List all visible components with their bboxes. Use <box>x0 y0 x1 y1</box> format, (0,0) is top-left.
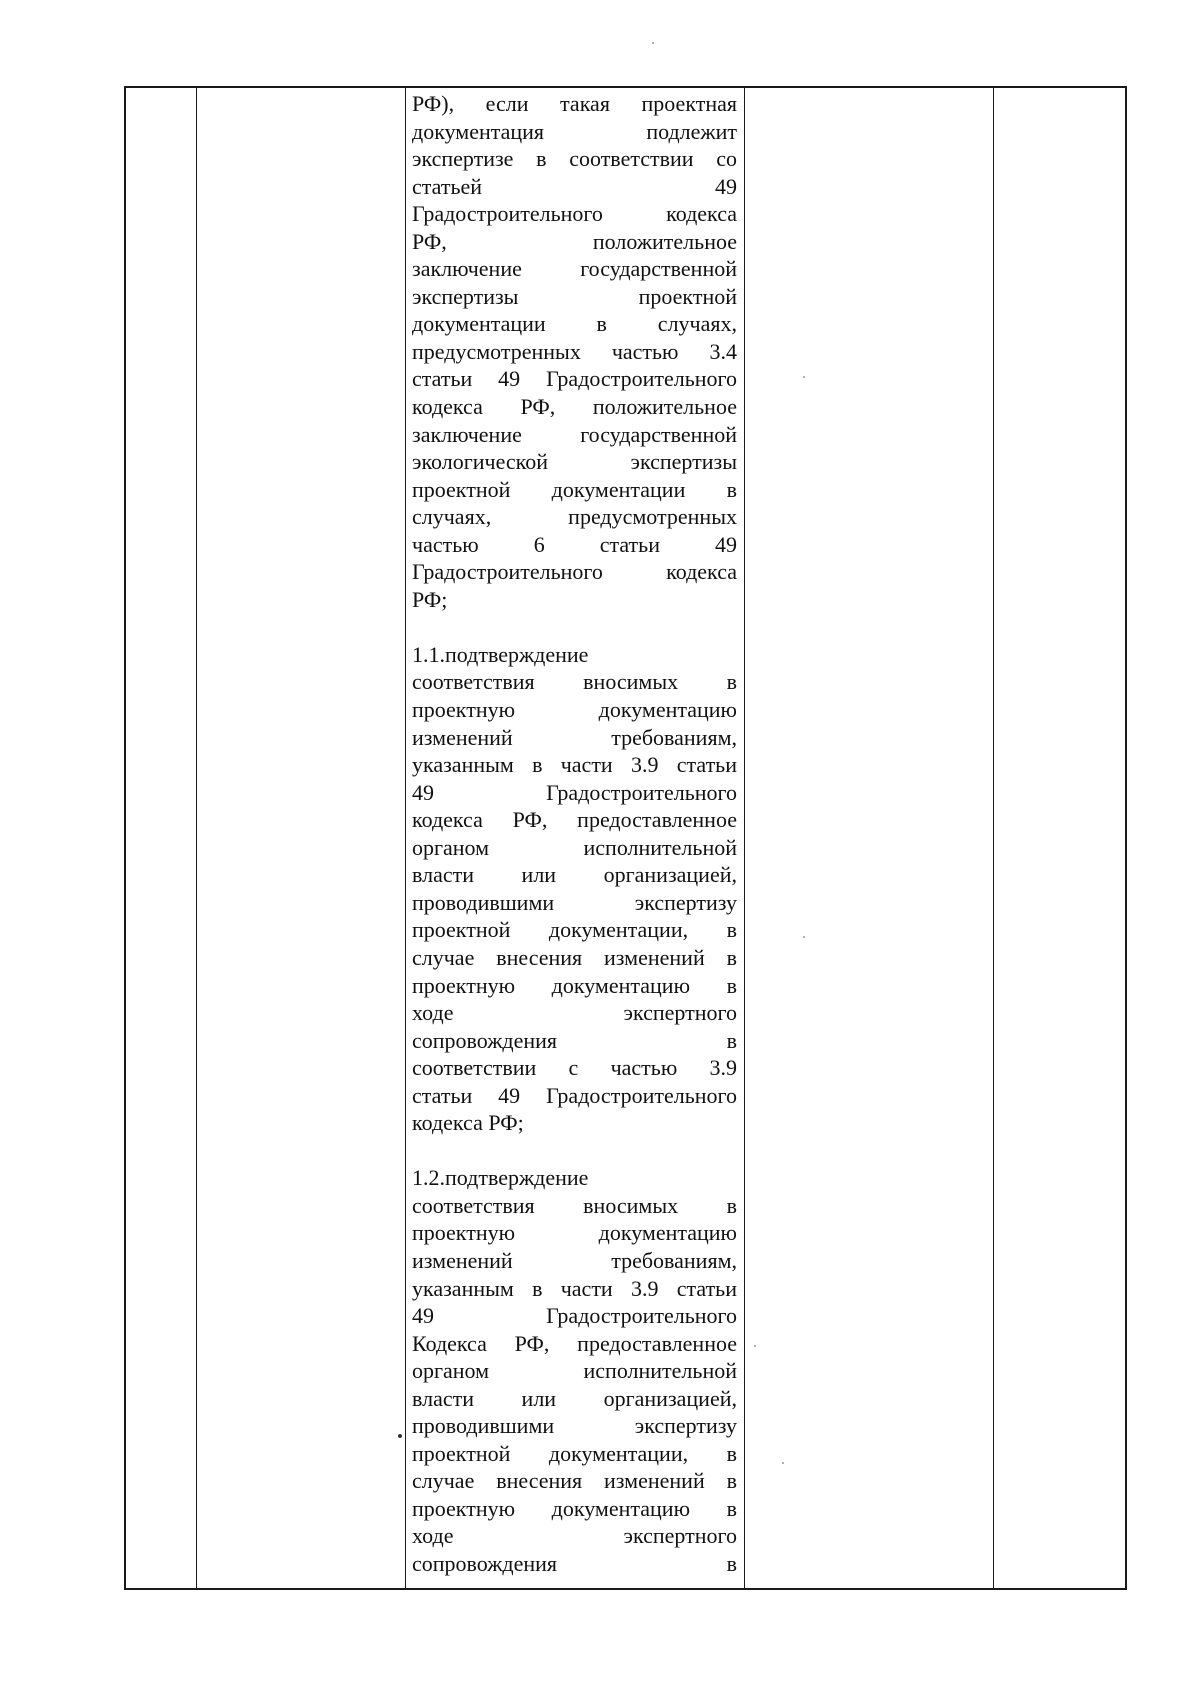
scan-speck <box>803 376 805 378</box>
cell-text-line: органом исполнительной <box>412 834 737 860</box>
blank-line <box>412 1137 737 1165</box>
scan-speck <box>754 1345 756 1347</box>
cell-text-line: соответствия вносимых в <box>412 1192 737 1218</box>
cell-text-line: статьи 49 Градостроительного <box>412 1082 737 1108</box>
cell-text-line: статьи 49 Градостроительного <box>412 366 737 392</box>
cell-text-line: ходе экспертного <box>412 1523 737 1549</box>
cell-text-line: 1.2.подтверждение <box>412 1165 589 1191</box>
cell-text-line: указанным в части 3.9 статьи <box>412 1275 737 1301</box>
cell-text-line: изменений требованиям, <box>412 1247 737 1273</box>
cell-text-line: соответствия вносимых в <box>412 669 737 695</box>
cell-text-line: проектную документацию <box>412 697 737 723</box>
cell-text-line: проводившими экспертизу <box>412 1413 737 1439</box>
cell-text-line: сопровождения в <box>412 1027 737 1053</box>
cell-text-line: частью 6 статьи 49 <box>412 531 737 557</box>
cell-text-line: Кодекса РФ, предоставленное <box>412 1330 737 1356</box>
cell-text-line: статьей 49 <box>412 173 737 199</box>
cell-text-line: экспертизе в соответствии со <box>412 146 737 172</box>
cell-text-line: проектной документации, в <box>412 917 737 943</box>
cell-text-line: изменений требованиям, <box>412 724 737 750</box>
cell-text-line: кодекса РФ, положительное <box>412 394 737 420</box>
cell-text-line: проектную документацию в <box>412 1495 737 1521</box>
cell-text-line: указанным в части 3.9 статьи <box>412 752 737 778</box>
cell-text-line: власти или организацией, <box>412 862 737 888</box>
scan-speck <box>803 936 805 938</box>
cell-text-line: кодекса РФ, предоставленное <box>412 807 737 833</box>
cell-text-line: проводившими экспертизу <box>412 889 737 915</box>
cell-text-line: проектную документацию <box>412 1220 737 1246</box>
cell-text-line: власти или организацией, <box>412 1385 737 1411</box>
cell-text-line: Градостроительного кодекса <box>412 559 737 585</box>
blank-line <box>412 613 737 641</box>
column-divider-2 <box>405 88 406 1588</box>
cell-text-line: случае внесения изменений в <box>412 1468 737 1494</box>
column-divider-4 <box>993 88 994 1588</box>
cell-text-line: заключение государственной <box>412 256 737 282</box>
scan-speck <box>652 42 654 44</box>
cell-text-line: случае внесения изменений в <box>412 944 737 970</box>
cell-text-line: РФ, положительное <box>412 228 737 254</box>
cell-text-line: проектной документации в <box>412 476 737 502</box>
cell-text-line: Градостроительного кодекса <box>412 201 737 227</box>
cell-text-line: РФ; <box>412 586 448 612</box>
cell-text-line: кодекса РФ; <box>412 1110 524 1136</box>
column-divider-3 <box>744 88 745 1588</box>
cell-text-line: экспертизы проектной <box>412 283 737 309</box>
cell-text-line: сопровождения в <box>412 1550 737 1576</box>
cell-text-line: ходе экспертного <box>412 1000 737 1026</box>
cell-text-line: экологической экспертизы <box>412 449 737 475</box>
cell-text-line: случаях, предусмотренных <box>412 504 737 530</box>
scan-speck <box>398 1434 402 1438</box>
cell-text-line: соответствии с частью 3.9 <box>412 1055 737 1081</box>
cell-text-line: документация подлежит <box>412 118 737 144</box>
cell-text-line: проектной документации, в <box>412 1440 737 1466</box>
requirements-cell-text <box>412 90 737 1578</box>
scan-speck <box>782 1462 784 1464</box>
cell-text-line: РФ), если такая проектная <box>412 91 737 116</box>
cell-text-line: предусмотренных частью 3.4 <box>412 338 737 364</box>
cell-text-line: органом исполнительной <box>412 1358 737 1384</box>
cell-text-line: документации в случаях, <box>412 311 737 337</box>
cell-text-line: 49 Градостроительного <box>412 779 737 805</box>
table-frame <box>124 86 1127 1590</box>
cell-text-line: 1.1.подтверждение <box>412 641 589 667</box>
cell-text-line: проектную документацию в <box>412 972 737 998</box>
cell-text-line: 49 Градостроительного <box>412 1303 737 1329</box>
column-divider-1 <box>196 88 197 1588</box>
cell-text-line: заключение государственной <box>412 421 737 447</box>
